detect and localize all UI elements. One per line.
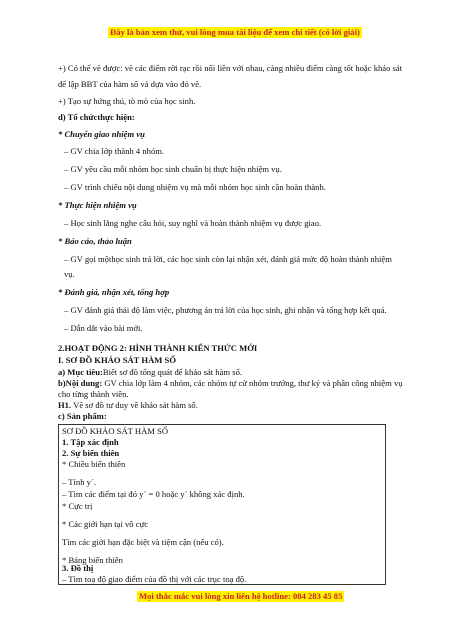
subsection-heading: * Chuyển giao nhiệm vụ xyxy=(58,129,145,139)
section-heading: I. SƠ ĐỒ KHẢO SÁT HÀM SỐ xyxy=(58,355,177,365)
question-label: H1. xyxy=(58,400,72,410)
content-label: b)Nội dung: xyxy=(58,378,103,388)
box-title: SƠ ĐỒ KHẢO SÁT HÀM SỐ xyxy=(62,426,169,436)
subsection-heading: * Báo cáo, thảo luận xyxy=(58,236,132,246)
question-line xyxy=(58,400,198,411)
box-line: * Bảng biến thiên xyxy=(62,555,123,565)
content-text: GV chia lớp làm 4 nhóm, các nhóm tự cử nhóm trưởng, thư ký và phân công nhiệm vụ xyxy=(102,378,403,388)
objective-label: a) Mục tiêu: xyxy=(58,367,103,377)
text-line: – Dẫn dắt vào bài mới. xyxy=(64,323,143,333)
product-box xyxy=(58,424,386,585)
product-heading: c) Sản phẩm: xyxy=(58,411,107,421)
box-line: * Cực trị xyxy=(62,501,93,511)
text-line: +) Tạo sự hứng thú, tò mò của học sinh. xyxy=(58,96,196,106)
activity-heading: 2.HOẠT ĐỘNG 2: HÌNH THÀNH KIẾN THỨC MỚI xyxy=(58,343,258,353)
question-text: Vẽ sơ đồ tư duy về khảo sát hàm số. xyxy=(71,400,198,410)
text-line: – GV trình chiếu nội dung nhiệm vụ mà mỗi nhóm học sinh cần hoàn thành. xyxy=(64,182,326,192)
text-line: – GV gọi mộthọc sinh trả lời, các học sinh còn lại nhận xét, đánh giá mức độ hoàn thành nhiệm xyxy=(64,254,392,264)
preview-banner: Đây là bản xem thử, vui lòng mua tài liệu để xem chi tiết (có lời giải) xyxy=(110,27,360,37)
text-line: – GV đánh giá thái độ làm việc, phương án trả lời của học sinh, ghi nhận và tổng hợp kết quả. xyxy=(64,305,387,315)
box-line: * Các giới hạn tại vô cực xyxy=(62,519,149,529)
text-line: +) Có thể vẽ được: vẽ các điểm rời rạc rồi nối liền với nhau, càng nhiều điểm càng tốt hoặc khảo sát xyxy=(58,63,403,73)
subsection-heading: * Đánh giá, nhận xét, tổng hợp xyxy=(58,287,170,297)
hotline-banner: Mọi thắc mắc vui lòng xin liên hệ hotline: 084 283 45 85 xyxy=(139,591,343,601)
text-line: vụ. xyxy=(64,269,75,279)
box-line: * Chiều biến thiên xyxy=(62,459,126,469)
text-line: – Học sinh lắng nghe câu hỏi, suy nghĩ và hoàn thành nhiệm vụ được giao. xyxy=(64,218,322,228)
box-line: – Tìm toạ độ giao điểm của đồ thị với các trục toạ độ. xyxy=(62,574,247,584)
text-line: – GV chia lớp thành 4 nhóm. xyxy=(64,146,165,156)
box-heading: 1. Tập xác định xyxy=(62,437,119,447)
text-line: để lập BBT của hàm số và dựa vào đó vẽ. xyxy=(58,79,202,89)
objective-text: Biết sơ đồ tổng quát để khảo sát hàm số. xyxy=(102,367,243,377)
box-heading: 3. Đồ thị xyxy=(62,563,94,573)
subsection-heading: * Thực hiện nhiệm vụ xyxy=(58,200,137,210)
section-heading: d) Tổ chứcthực hiện: xyxy=(58,112,135,122)
box-heading: 2. Sự biến thiên xyxy=(62,448,120,458)
content-line xyxy=(58,378,403,389)
box-line: – Tính y´. xyxy=(62,477,96,487)
text-line: – GV yêu cầu mỗi nhóm học sinh chuẩn bị thực hiện nhiệm vụ. xyxy=(64,164,282,174)
box-line: Tìm các giới hạn đặc biệt và tiệm cận (nếu có). xyxy=(62,537,224,547)
text-line: cho từng thành viên. xyxy=(58,389,129,399)
box-line: – Tìm các điểm tại đó y´ = 0 hoặc y´ không xác định. xyxy=(62,489,245,499)
objective-line xyxy=(58,367,242,378)
